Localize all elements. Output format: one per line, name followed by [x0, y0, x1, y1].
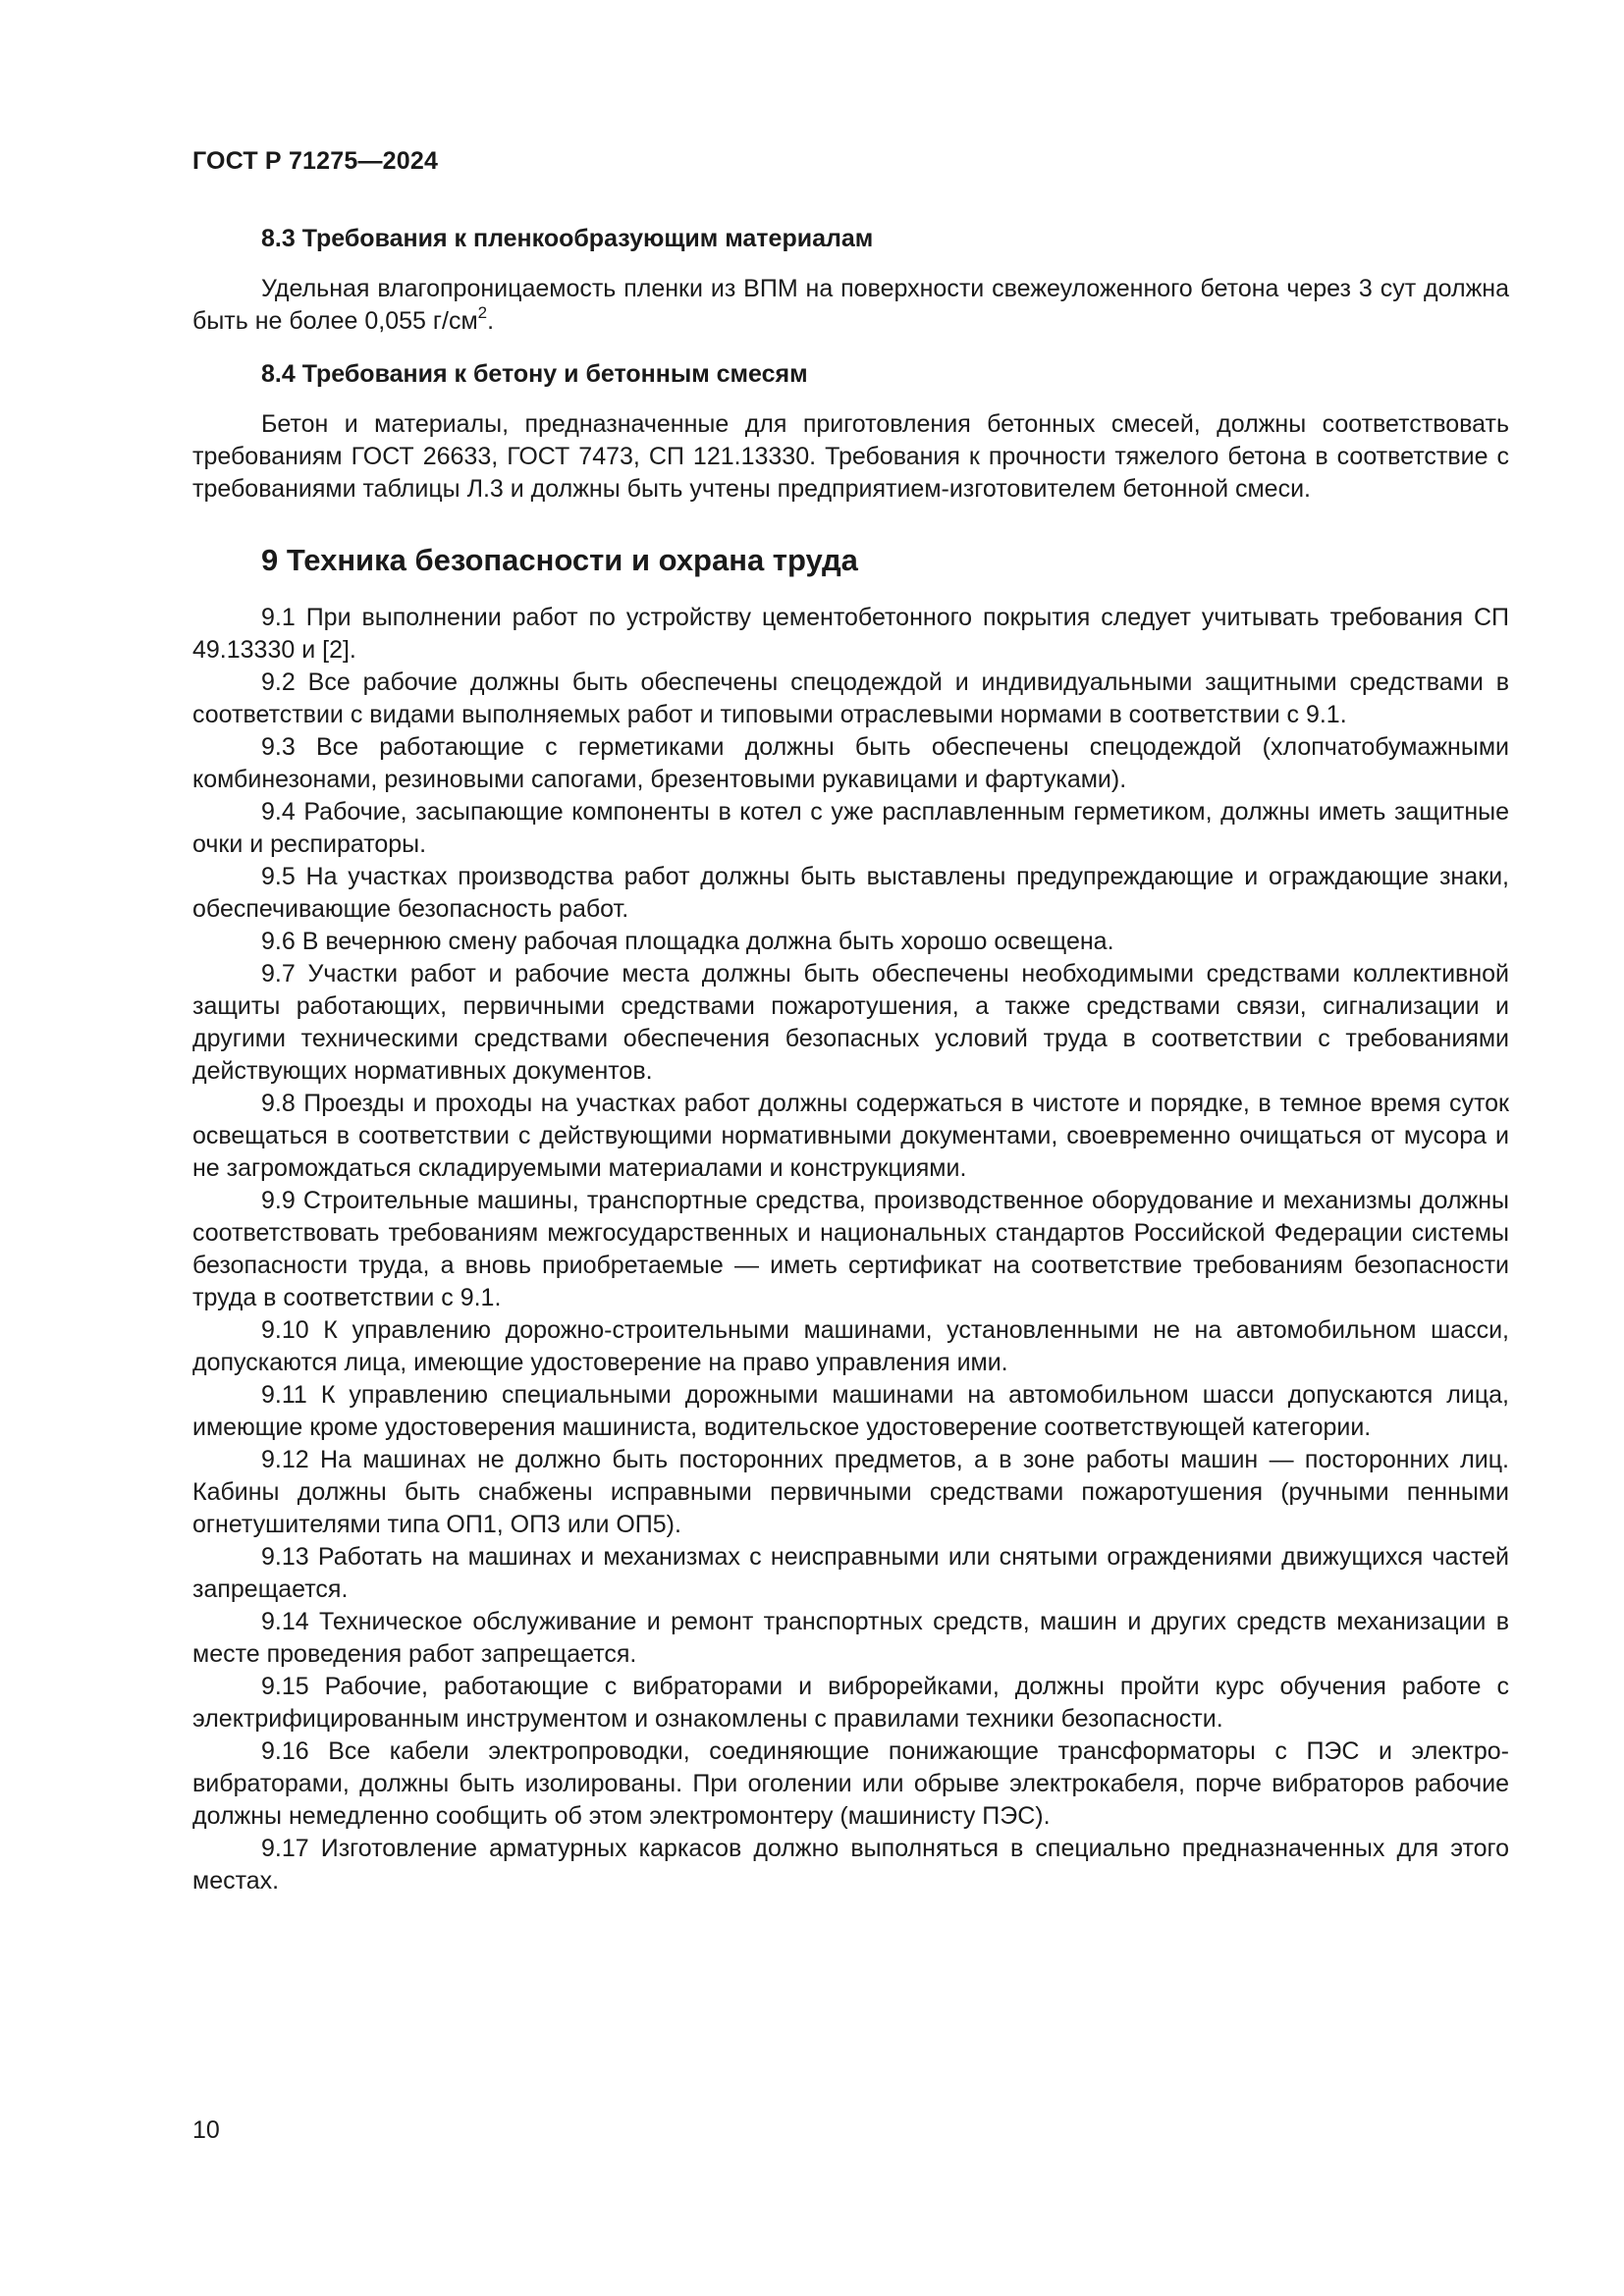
paragraph-9-3: 9.3 Все работающие с герметиками должны быть обеспечены спецодеждой (хлопчатобумажными комбинезонами, резиновыми сапогами, брезентовыми рукавицами и фартуками). [192, 733, 1509, 793]
superscript-2: 2 [477, 302, 488, 322]
paragraph-9-11: 9.11 К управлению специальными дорожными машинами на автомобильном шасси допускаются лица, имеющие кроме удостоверения машиниста, водительское удостоверение соответствующей категории. [192, 1381, 1509, 1441]
paragraph-9-8: 9.8 Проезды и проходы на участках работ должны содержаться в чистоте и порядке, в темное время суток освещаться в соответствии с действующими нормативными документами, своевременно очищаться от мусора и не загромождаться складируемыми материалами и конструкциями. [192, 1090, 1509, 1182]
paragraph-8-4: Бетон и материалы, предназначенные для приготовления бетонных смесей, должны соответствовать требованиям ГОСТ 26633, ГОСТ 7473, СП 121.13330. Требования к прочности тяжелого бетона в соответствие с требованиями таблицы Л.3 и должны быть учтены предприятием-изготовителем бетонной смеси. [192, 410, 1509, 503]
paragraph-9-5: 9.5 На участках производства работ должны быть выставлены предупреждающие и ограждающие знаки, обеспечивающие безопасность работ. [192, 863, 1509, 923]
paragraph-8-3-end: . [487, 307, 495, 335]
paragraph-9-6: 9.6 В вечернюю смену рабочая площадка должна быть хорошо освещена. [261, 928, 1114, 955]
paragraph-9-17: 9.17 Изготовление арматурных каркасов должно выполняться в специально предназначенных для этого местах. [192, 1835, 1509, 1895]
paragraph-9-9: 9.9 Строительные машины, транспортные средства, производственное оборудование и механизмы должны соответствовать требованиям межгосударственных и национальных стандартов Российской Федерации системы безопасности труда, а вновь приобретаемые — иметь сертификат на соответствие требованиям безопасности труда в соответствии с 9.1. [192, 1187, 1509, 1311]
paragraph-9-12: 9.12 На машинах не должно быть посторонних предметов, а в зоне работы машин — посторонних лиц. Кабины должны быть снабжены исправными первичными средствами пожаротушения (ручными пенными огнетушителями типа ОП1, ОП3 или ОП5). [192, 1446, 1509, 1538]
page-number: 10 [192, 2116, 220, 2144]
paragraph-9-10: 9.10 К управлению дорожно-строительными машинами, установленными не на автомобильном шасси, допускаются лица, имеющие удостоверение на право управления ими. [192, 1316, 1509, 1376]
paragraph-8-3-text: Удельная влагопроницаемость пленки из ВПМ на поверхности свежеуложенного бетона через 3 сут должна быть не более 0,055 г/см [192, 275, 1509, 335]
document-id-header: ГОСТ Р 71275—2024 [192, 147, 439, 175]
paragraph-9-14: 9.14 Техническое обслуживание и ремонт транспортных средств, машин и других средств механизации в месте проведения работ запрещается. [192, 1608, 1509, 1668]
paragraph-9-4: 9.4 Рабочие, засыпающие компоненты в котел с уже расплавленным герметиком, должны иметь защитные очки и респираторы. [192, 798, 1509, 858]
subsection-heading-8-4: 8.4 Требования к бетону и бетонным смесям [261, 360, 808, 388]
subsection-heading-8-3: 8.3 Требования к пленкообразующим материалам [261, 225, 874, 252]
paragraph-9-1: 9.1 При выполнении работ по устройству цементобетонного покрытия следует учитывать требования СП 49.13330 и [2]. [192, 604, 1509, 664]
page-content [192, 222, 1509, 1897]
section-heading-9: 9 Техника безопасности и охрана труда [261, 543, 858, 577]
paragraph-9-7: 9.7 Участки работ и рабочие места должны быть обеспечены необходимыми средствами коллективной защиты работающих, первичными средствами пожаротушения, а также средствами связи, сигнализации и другими техническими средствами обеспечения безопасных условий труда в соответствии с требованиями действующих нормативных документов. [192, 960, 1509, 1085]
paragraph-8-3 [192, 273, 1509, 338]
paragraph-9-2: 9.2 Все рабочие должны быть обеспечены спецодеждой и индивидуальными защитными средствами в соответствии с видами выполняемых работ и типовыми отраслевыми нормами в соответствии с 9.1. [192, 668, 1509, 728]
paragraph-9-16: 9.16 Все кабели электропроводки, соединяющие понижающие трансформаторы с ПЭС и электровибраторами, должны быть изолированы. При оголении или обрыве электрокабеля, порче вибраторов рабочие должны немедленно сообщить об этом электромонтеру (машинисту ПЭС). [192, 1737, 1509, 1830]
paragraph-9-13: 9.13 Работать на машинах и механизмах с неисправными или снятыми ограждениями движущихся частей запрещается. [192, 1543, 1509, 1603]
paragraph-9-15: 9.15 Рабочие, работающие с вибраторами и виброрейками, должны пройти курс обучения работе с электрифицированным инструментом и ознакомлены с правилами техники безопасности. [192, 1673, 1509, 1733]
